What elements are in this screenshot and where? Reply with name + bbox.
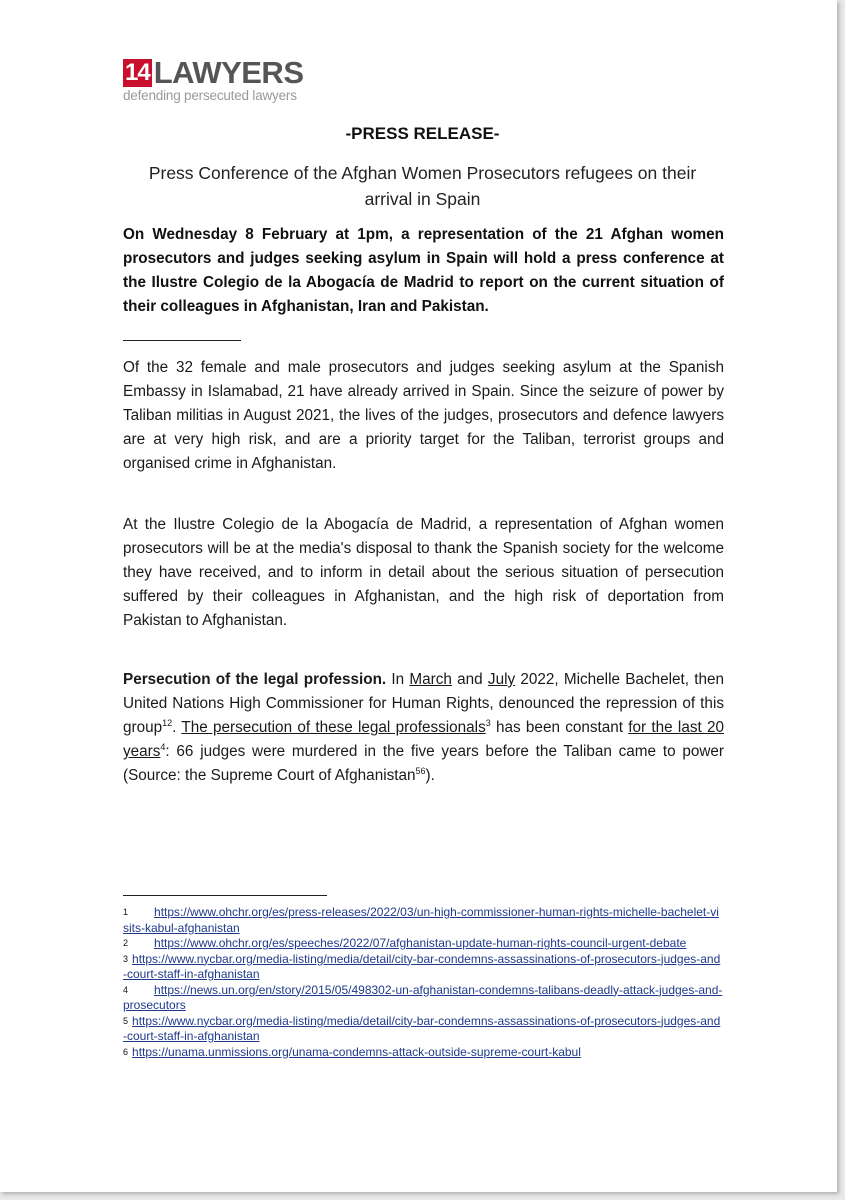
footnote-ref-56: 56: [415, 765, 426, 776]
logo-mark: 14: [125, 59, 150, 86]
text-run: and: [451, 671, 488, 688]
text-run: 2022, Michelle Bachelet, then United Nations High Commissioner for Human Rights, denounced the repression of this group: [123, 671, 724, 736]
footnote-number: 5: [123, 1015, 129, 1026]
footnote-link[interactable]: https://news.un.org/en/story/2015/05/498302-un-afghanistan-condemns-talibans-deadly-attack-judges-and-prosecutors: [123, 982, 723, 1012]
footnote-ref-3: 3: [485, 717, 491, 728]
press-release-subtitle: Press Conference of the Afghan Women Prosecutors refugees on their arrival in Spain: [148, 163, 697, 209]
persecution-section-title: Persecution of the legal profession.: [123, 671, 387, 688]
footnote-link[interactable]: https://unama.unmissions.org/unama-condemns-attack-outside-supreme-court-kabul: [132, 1044, 581, 1059]
footnote-number: 6: [123, 1046, 129, 1057]
footnote-number: 3: [123, 953, 129, 964]
footnote-5: [123, 1014, 724, 1045]
footnote-number: 2: [123, 938, 129, 948]
footnote-number: 1: [123, 907, 129, 917]
footnote-6: [123, 1045, 724, 1061]
footnote-3: [123, 952, 724, 983]
text-run: has been constant: [490, 719, 629, 736]
logo-tagline: defending persecuted lawyers: [123, 88, 297, 103]
lead-paragraph: On Wednesday 8 February at 1pm, a representation of the 21 Afghan women prosecutors and judges seeking asylum in Spain will hold a press conference at the Ilustre Colegio de la Abogacía de Madrid to report on the current situation of their colleagues in Afghanistan, Iran and Pakistan.: [123, 226, 724, 315]
persecution-link[interactable]: The persecution of these legal professionals: [181, 719, 486, 736]
text-run: .: [172, 719, 182, 736]
footnote-link[interactable]: https://www.ohchr.org/es/press-releases/2022/03/un-high-commissioner-human-rights-michelle-bachelet-visits-kabul-afghanistan: [123, 905, 719, 935]
footnote-4: [123, 983, 724, 1014]
footnote-2: [123, 936, 724, 952]
footnote-ref-4: 4: [160, 741, 166, 752]
march-link[interactable]: March: [409, 671, 452, 688]
press-release-heading: -PRESS RELEASE-: [345, 124, 500, 143]
text-run: ).: [425, 767, 435, 784]
footnote-link[interactable]: https://www.nycbar.org/media-listing/media/detail/city-bar-condemns-assassinations-of-prosecutors-judges-and-court-staff-in-afghanistan: [123, 1013, 721, 1043]
paragraph-persecution: [123, 668, 724, 788]
text-run: In: [386, 671, 410, 688]
footnote-link[interactable]: https://www.nycbar.org/media-listing/media/detail/city-bar-condemns-assassinations-of-prosecutors-judges-and-court-staff-in-afghanistan: [123, 951, 721, 981]
14lawyers-logo: [123, 55, 304, 103]
footnote-ref-12: 12: [162, 717, 173, 728]
last-20-years-link[interactable]: for the last 20 years: [123, 719, 724, 760]
footnote-number: 4: [123, 984, 129, 995]
footnotes: [123, 905, 724, 1060]
footnote-rule: [123, 895, 327, 896]
paragraph-press-conference: At the Ilustre Colegio de la Abogacía de Madrid, a representation of Afghan women prosecutors will be at the media's disposal to thank the Spanish society for the welcome they have received, and to inform in detail about the serious situation of persecution suffered by their colleagues in Afghanistan, and the high risk of deportation from Pakistan to Afghanistan.: [123, 516, 724, 629]
footnote-1: [123, 905, 724, 936]
footnote-link[interactable]: https://www.ohchr.org/es/speeches/2022/07/afghanistan-update-human-rights-council-urgent-debate: [154, 936, 687, 950]
separator-line: [123, 340, 241, 341]
paragraph-asylum: Of the 32 female and male prosecutors and judges seeking asylum at the Spanish Embassy in Islamabad, 21 have already arrived in Spain. Since the seizure of power by Taliban militias in August 2021, the lives of the judges, prosecutors and defence lawyers are at very high risk, and are a priority target for the Taliban, terrorist groups and organised crime in Afghanistan.: [123, 359, 724, 472]
text-run: : 66 judges were murdered in the five years before the Taliban came to power (Source: the Supreme Court of Afghanistan: [123, 743, 724, 784]
logo-row: [123, 55, 304, 90]
logo-word: LAWYERS: [153, 55, 304, 90]
july-link[interactable]: July: [487, 671, 516, 688]
